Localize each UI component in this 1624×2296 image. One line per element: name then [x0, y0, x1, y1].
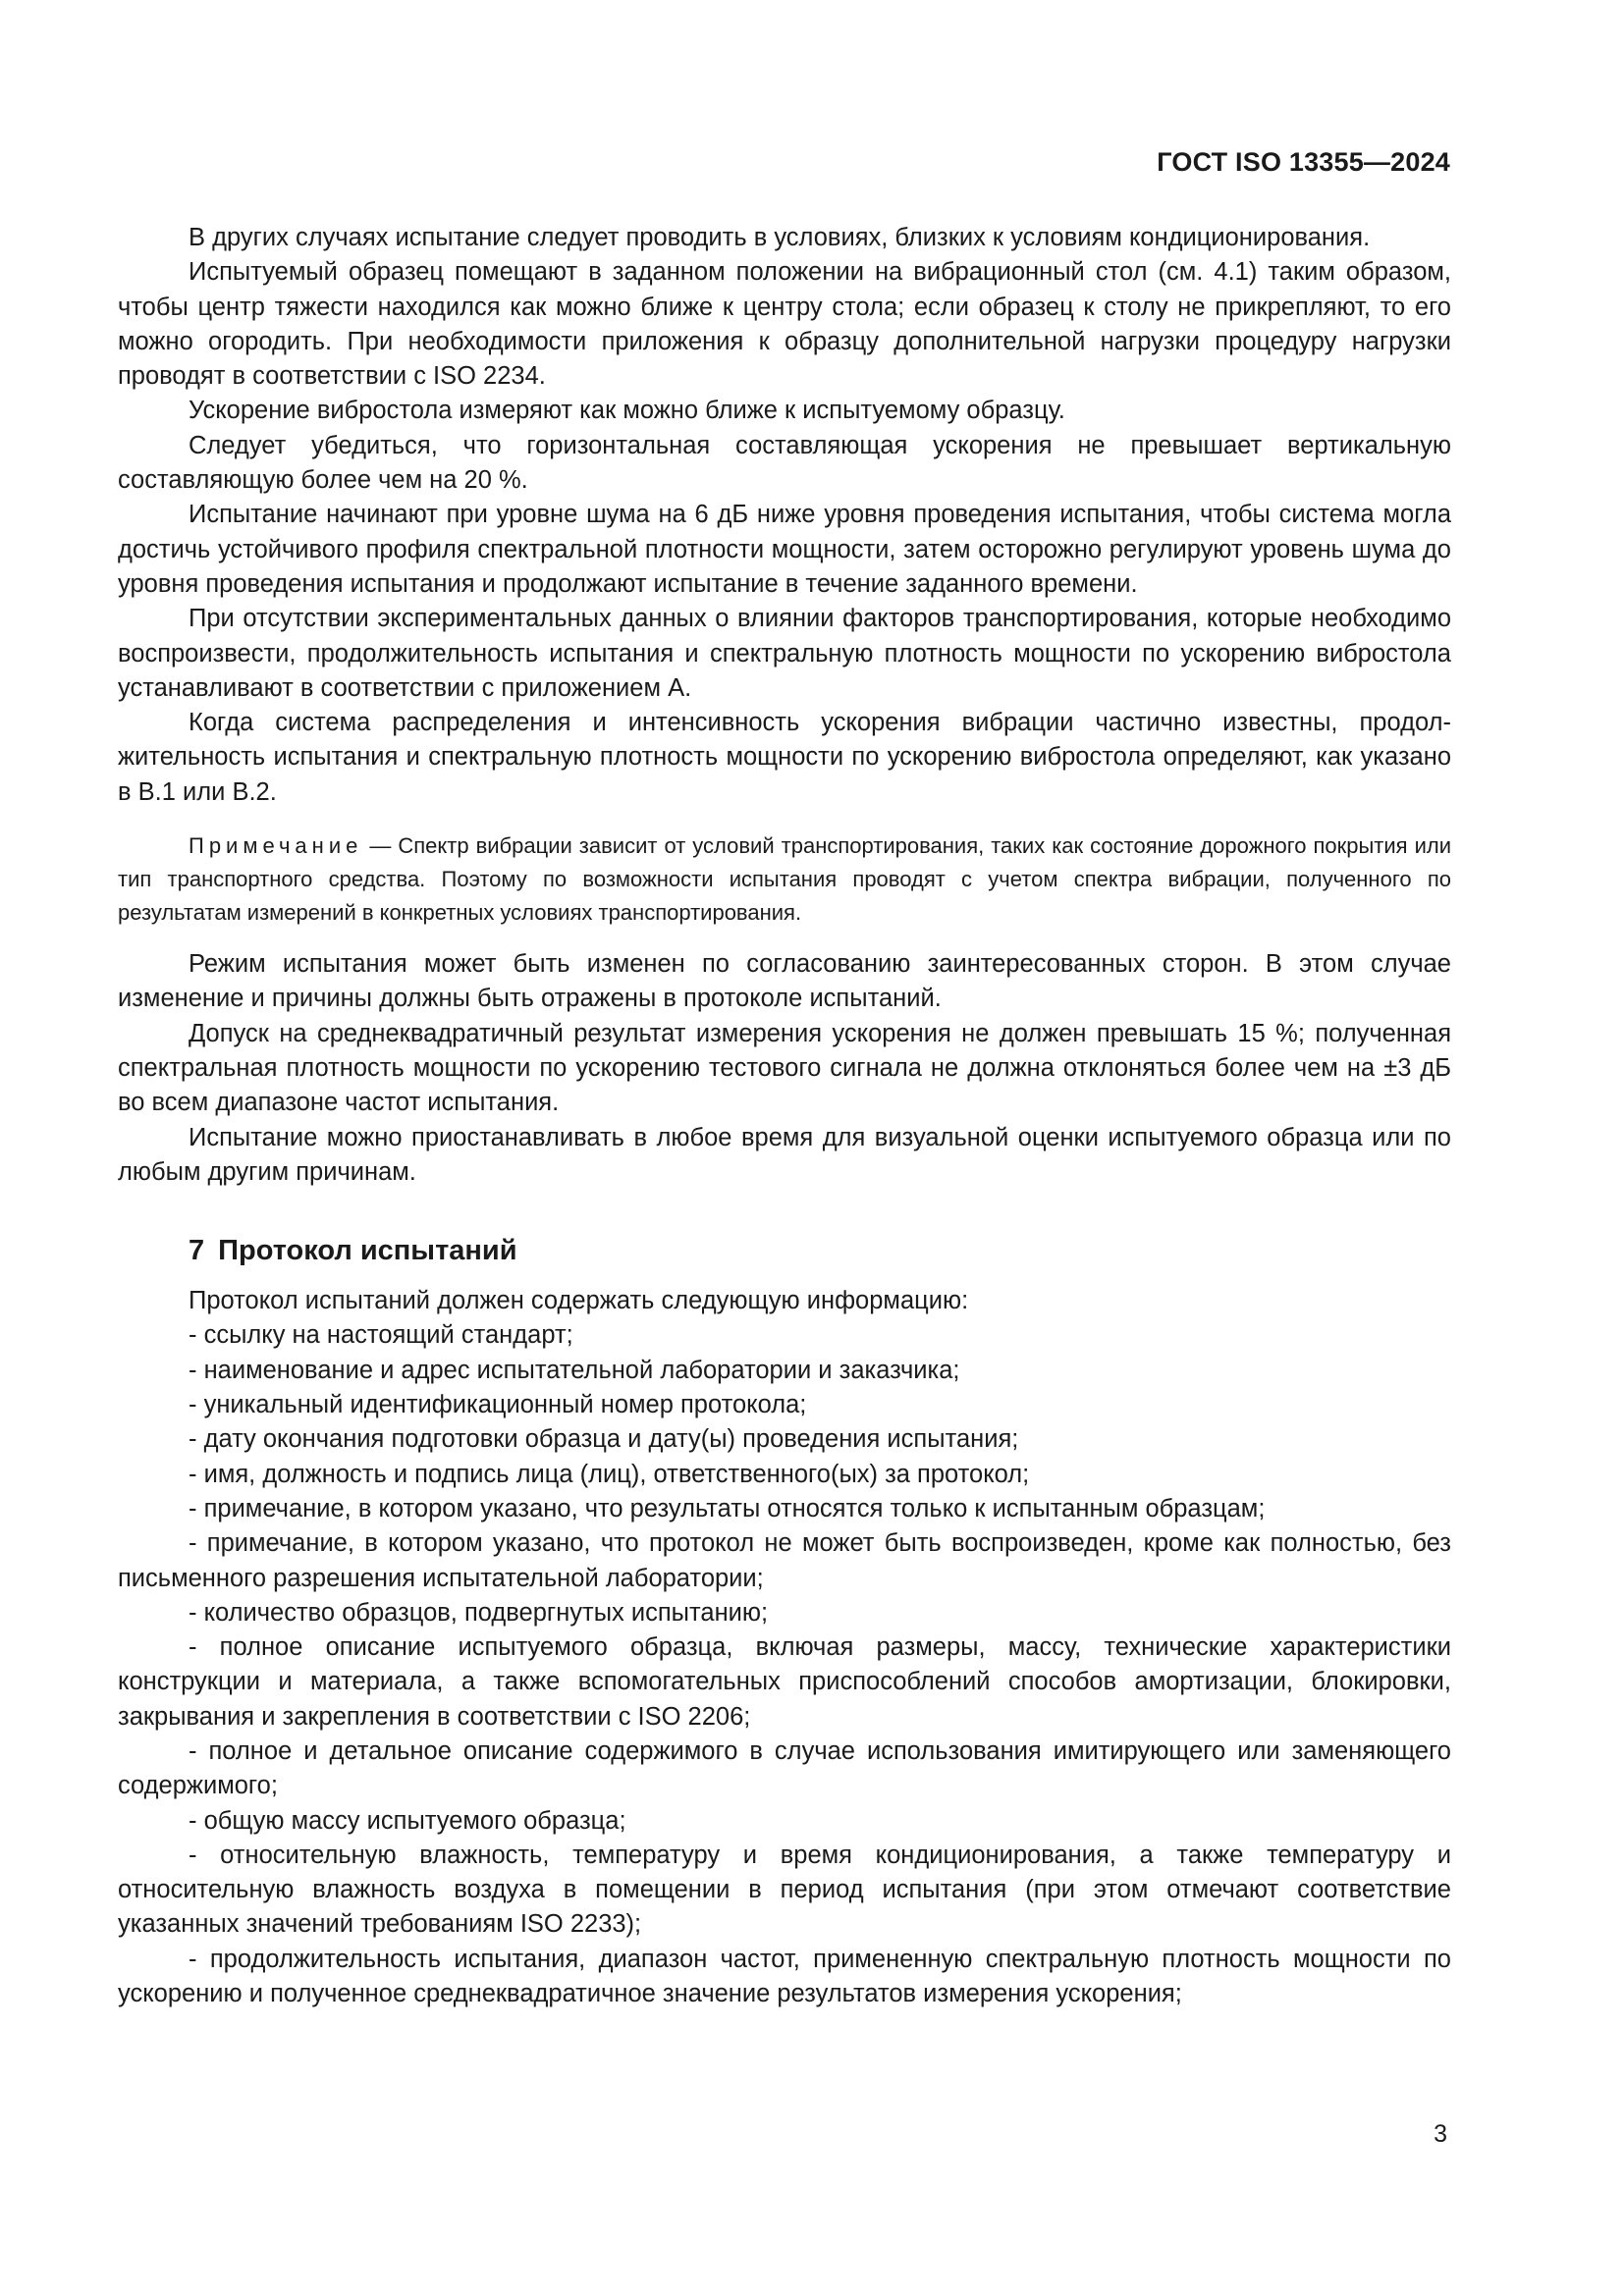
- paragraph: Испытуемый образец помещают в заданном положении на вибрационный стол (см. 4.1) таким образом, чтобы центр тяжести находился как можно ближе к центру стола; если образец к столу не прикрепляют, то его можно огородить. При необходимости приложения к образцу дополнительной нагрузки процедуру нагрузки проводят в соответствии с ISO 2234.: [118, 258, 1451, 391]
- list-item: - полное описание испытуемого образца, включая размеры, массу, технические характеристики конструкции и материала, а также вспомогательных приспособлений способов амортизации, блокировки, закрывания и закрепления в соответствии с ISO 2206;: [118, 1633, 1451, 1731]
- paragraph: Когда система распределения и интенсивность ускорения вибрации частично известны, продолжительность испытания и спектральную плотность мощности по ускорению вибростола определяют, как указано в В.1 или В.2.: [118, 709, 1451, 806]
- note-label: Примечание: [189, 833, 363, 859]
- document-header: ГОСТ ISO 13355—2024: [1157, 147, 1450, 177]
- list-item: - имя, должность и подпись лица (лиц), ответственного(ых) за протокол;: [189, 1460, 1030, 1488]
- note: [118, 829, 1451, 930]
- list-item: - уникальный идентификационный номер протокола;: [189, 1391, 807, 1419]
- list-item: - количество образцов, подвергнутых испытанию;: [189, 1598, 769, 1627]
- list-item: - дату окончания подготовки образца и дату(ы) проведения испытания;: [189, 1425, 1019, 1454]
- list-item: - относительную влажность, температуру и время кондиционирования, а также температуру и относительную влажность воздуха в помещении в период испытания (при этом отмечают соответствие указанных значений требованиям ISO 2233);: [118, 1841, 1451, 1939]
- paragraph: Следует убедиться, что горизонтальная составляющая ускорения не превышает вертикальную составляющую более чем на 20 %.: [118, 431, 1451, 495]
- section-title: Протокол испытаний: [218, 1235, 517, 1267]
- section-number: 7: [189, 1235, 205, 1267]
- list-item: - продолжительность испытания, диапазон частот, примененную спектральную плотность мощности по ускорению и полученное среднеквадратичное значение результатов измерения ускорения;: [118, 1945, 1451, 2008]
- note-text: — Спектр вибрации зависит от условий транспортирования, таких как состояние дорожного покрытия или тип транспортного средства. Поэтому по возможности испытания проводят с учетом спектра вибрации, полученного по результатам измерений в конкретных условиях транспортирования.: [118, 833, 1451, 926]
- paragraph: Испытание начинают при уровне шума на 6 дБ ниже уровня проведения испытания, чтобы система могла достичь устойчивого профиля спектральной плотности мощности, затем осторожно регулируют уровень шума до уровня проведения испытания и продолжают испытание в течение заданного времени.: [118, 501, 1451, 598]
- document-body: [118, 221, 1451, 2011]
- section-intro: Протокол испытаний должен содержать следующую информацию:: [189, 1287, 969, 1315]
- paragraph: Испытание можно приостанавливать в любое время для визуальной оценки испытуемого образца или по любым другим причинам.: [118, 1123, 1451, 1186]
- list-item: - общую массу испытуемого образца;: [189, 1806, 626, 1835]
- list-item: - наименование и адрес испытательной лаборатории и заказчика;: [189, 1356, 960, 1384]
- paragraph: При отсутствии экспериментальных данных о влиянии факторов транспортирования, которые необходимо воспроизвести, продолжительность испытания и спектральную плотность мощности по ускорению вибростола устанавливают в соответствии с приложением А.: [118, 605, 1451, 702]
- paragraph: Режим испытания может быть изменен по согласованию заинтересованных сторон. В этом случае изменение и причины должны быть отражены в протоколе испытаний.: [118, 950, 1451, 1013]
- paragraph: Допуск на среднеквадратичный результат измерения ускорения не должен превышать 15 %; полученная спектральная плотность мощности по ускорению тестового сигнала не должна отклоняться более чем на ±3 дБ во всем диапазоне частот испытания.: [118, 1019, 1451, 1117]
- page-number: 3: [1434, 2120, 1447, 2148]
- list-item: - полное и детальное описание содержимого в случае использования имитирующего или заменяющего содержимого;: [118, 1736, 1451, 1800]
- list-item: - примечание, в котором указано, что протокол не может быть воспроизведен, кроме как полностью, без письменного разрешения испытательной лаборатории;: [118, 1529, 1451, 1592]
- list-item: - ссылку на настоящий стандарт;: [189, 1321, 573, 1350]
- paragraph: В других случаях испытание следует проводить в условиях, близких к условиям кондиционирования.: [189, 224, 1371, 251]
- paragraph: Ускорение вибростола измеряют как можно ближе к испытуемому образцу.: [189, 397, 1065, 425]
- section-heading: [189, 1231, 1451, 1270]
- list-item: - примечание, в котором указано, что результаты относятся только к испытанным образцам;: [189, 1494, 1266, 1522]
